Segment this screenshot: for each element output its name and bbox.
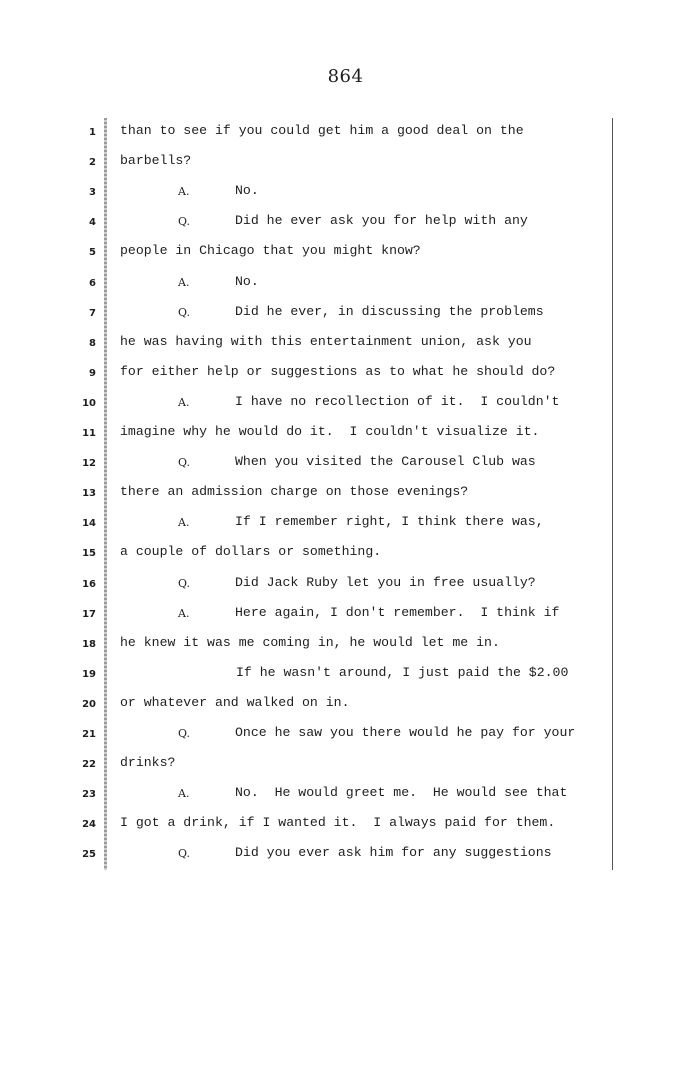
transcript-line	[0, 838, 691, 868]
speaker-label: Q.	[178, 305, 190, 319]
transcript-line	[0, 628, 691, 658]
line-text: If I remember right, I think there was,	[235, 514, 544, 530]
line-text: Did you ever ask him for any suggestions	[235, 845, 552, 861]
line-text: No.	[235, 183, 259, 199]
line-text: people in Chicago that you might know?	[120, 243, 421, 259]
transcript-line	[0, 146, 691, 176]
line-number: 16	[82, 578, 96, 590]
line-text: I got a drink, if I wanted it. I always paid for them.	[120, 815, 556, 831]
line-text: Did he ever ask you for help with any	[235, 213, 528, 229]
transcript-line	[0, 808, 691, 838]
speaker-label: A.	[178, 516, 190, 530]
transcript-line	[0, 568, 691, 598]
line-number: 18	[82, 638, 96, 650]
line-text: Once he saw you there would he pay for your	[235, 725, 576, 740]
speaker-label: Q.	[178, 215, 190, 229]
line-text: he was having with this entertainment union, ask you	[120, 333, 532, 349]
line-text: imagine why he would do it. I couldn't visualize it.	[120, 424, 540, 439]
line-number: 1	[89, 127, 96, 138]
transcript-line	[0, 176, 691, 206]
transcript-line	[0, 297, 691, 327]
transcript-line	[0, 718, 691, 748]
transcript-line	[0, 507, 691, 537]
speaker-label: A.	[178, 606, 190, 620]
line-text: than to see if you could get him a good deal on the	[120, 123, 524, 138]
line-text: there an admission charge on those evenings?	[120, 484, 469, 500]
line-number: 7	[89, 307, 96, 319]
transcript-line	[0, 537, 691, 567]
speaker-label: A.	[178, 395, 190, 409]
line-number: 11	[82, 428, 96, 439]
line-text: Here again, I don't remember. I think if	[235, 604, 560, 620]
line-number: 6	[89, 277, 96, 289]
transcript-line	[0, 206, 691, 236]
transcript-line	[0, 447, 691, 477]
line-number: 14	[82, 518, 96, 530]
line-number: 17	[82, 608, 96, 620]
speaker-label: A.	[178, 185, 190, 199]
line-number: 12	[82, 458, 96, 470]
line-text: If he wasn't around, I just paid the $2.00	[236, 664, 569, 680]
line-number: 2	[89, 157, 96, 169]
transcript-line	[0, 116, 691, 146]
line-text: Did he ever, in discussing the problems	[235, 303, 544, 319]
line-number: 9	[89, 367, 96, 379]
line-text: he knew it was me coming in, he would let me in.	[120, 634, 500, 650]
transcript-line	[0, 267, 691, 297]
transcript-line	[0, 748, 691, 778]
line-text: No. He would greet me. He would see that	[235, 785, 568, 801]
transcript-line	[0, 327, 691, 357]
speaker-label: Q.	[178, 576, 190, 590]
line-text: I have no recollection of it. I couldn't	[235, 393, 560, 409]
line-number: 25	[82, 849, 96, 861]
speaker-label: Q.	[178, 847, 190, 861]
line-text: a couple of dollars or something.	[120, 544, 382, 560]
line-number: 5	[89, 247, 96, 259]
speaker-label: A.	[178, 787, 190, 801]
line-number: 20	[82, 698, 96, 710]
transcript-line	[0, 477, 691, 507]
transcript-line	[0, 357, 691, 387]
line-number: 19	[82, 668, 96, 680]
line-number: 3	[89, 187, 96, 199]
transcript-line	[0, 778, 691, 808]
transcript-line	[0, 236, 691, 266]
transcript-line	[0, 658, 691, 688]
line-number: 13	[82, 488, 96, 500]
line-number: 23	[82, 789, 96, 801]
line-number: 21	[82, 729, 96, 740]
transcript-line	[0, 417, 691, 447]
line-text: No.	[235, 273, 259, 289]
line-text: drinks?	[120, 755, 176, 771]
speaker-label: A.	[178, 275, 190, 289]
line-text: for either help or suggestions as to what he should do?	[120, 363, 556, 379]
line-number: 8	[89, 337, 96, 349]
line-text: or whatever and walked on in.	[120, 694, 350, 710]
line-text: barbells?	[120, 153, 192, 169]
speaker-label: Q.	[178, 456, 190, 470]
line-number: 22	[82, 759, 96, 771]
line-number: 15	[82, 548, 96, 560]
page-number: 864	[327, 66, 364, 87]
line-number: 4	[89, 217, 96, 229]
transcript-line	[0, 688, 691, 718]
line-text: When you visited the Carousel Club was	[235, 454, 536, 470]
line-number: 24	[82, 819, 96, 831]
transcript-line	[0, 598, 691, 628]
line-text: Did Jack Ruby let you in free usually?	[235, 574, 536, 590]
speaker-label: Q.	[178, 727, 190, 740]
line-number: 10	[82, 397, 96, 409]
transcript-line	[0, 387, 691, 417]
